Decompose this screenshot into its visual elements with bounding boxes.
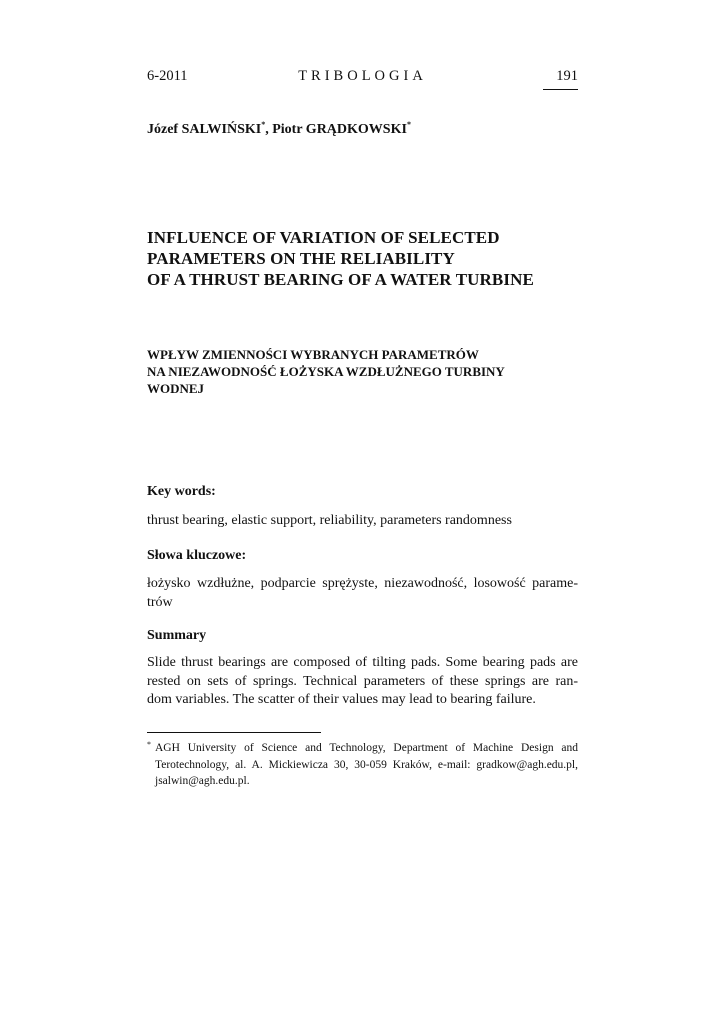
page-number: 191 xyxy=(556,68,578,84)
running-header xyxy=(147,68,578,88)
title-en-line: PARAMETERS ON THE RELIABILITY xyxy=(147,249,455,268)
slowa-kluczowe-line: trów xyxy=(147,594,173,610)
title-pl-line: WODNEJ xyxy=(147,381,205,396)
author-1: Józef SALWIŃSKI xyxy=(147,122,262,137)
title-pl-line: NA NIEZAWODNOŚĆ ŁOŻYSKA WZDŁUŻNEGO TURBINY xyxy=(147,364,505,379)
footnote-line: jsalwin@agh.edu.pl. xyxy=(155,775,250,787)
author-2: Piotr GRĄDKOWSKI xyxy=(272,122,407,137)
title-pl-line: WPŁYW ZMIENNOŚCI WYBRANYCH PARAMETRÓW xyxy=(147,347,479,362)
author-separator: , xyxy=(265,122,273,137)
title-english xyxy=(147,227,587,290)
header-rule xyxy=(543,89,578,90)
footnote-mark: * xyxy=(147,740,151,749)
keywords-heading: Key words: xyxy=(147,484,216,499)
keywords-line: thrust bearing, elastic support, reliability, parameters randomness xyxy=(147,513,512,528)
title-en-line: OF A THRUST BEARING OF A WATER TURBINE xyxy=(147,270,534,289)
footnote-line: Terotechnology, al. A. Mickiewicza 30, 30-059 Kraków, e-mail: gradkow@agh.edu.pl, xyxy=(155,758,578,771)
title-en-line: INFLUENCE OF VARIATION OF SELECTED xyxy=(147,228,500,247)
author-1-footnote-mark: * xyxy=(261,120,266,129)
slowa-kluczowe-text xyxy=(147,575,578,612)
title-polish xyxy=(147,346,587,397)
summary-line: dom variables. The scatter of their values may lead to bearing failure. xyxy=(147,692,536,707)
summary-heading: Summary xyxy=(147,628,207,643)
affiliation-footnote xyxy=(147,740,578,790)
author-2-footnote-mark: * xyxy=(406,120,411,129)
footnote-line: AGH University of Science and Technology, Department of Machine Design and xyxy=(155,742,578,754)
slowa-kluczowe-heading: Słowa kluczowe: xyxy=(147,548,247,563)
summary-line: Slide thrust bearings are composed of tilting pads. Some bearing pads are xyxy=(147,655,578,670)
summary-line: rested on sets of springs. Technical parameters of these springs are ran- xyxy=(147,673,578,689)
issue-number: 6-2011 xyxy=(147,68,188,84)
authors-line xyxy=(147,120,411,138)
keywords-text xyxy=(147,512,578,531)
summary-text xyxy=(147,654,578,710)
slowa-kluczowe-line: łożysko wzdłużne, podparcie sprężyste, niezawodność, losowość parame- xyxy=(147,576,578,591)
footnote-rule xyxy=(147,732,321,733)
journal-name: TRIBOLOGIA xyxy=(298,68,427,84)
